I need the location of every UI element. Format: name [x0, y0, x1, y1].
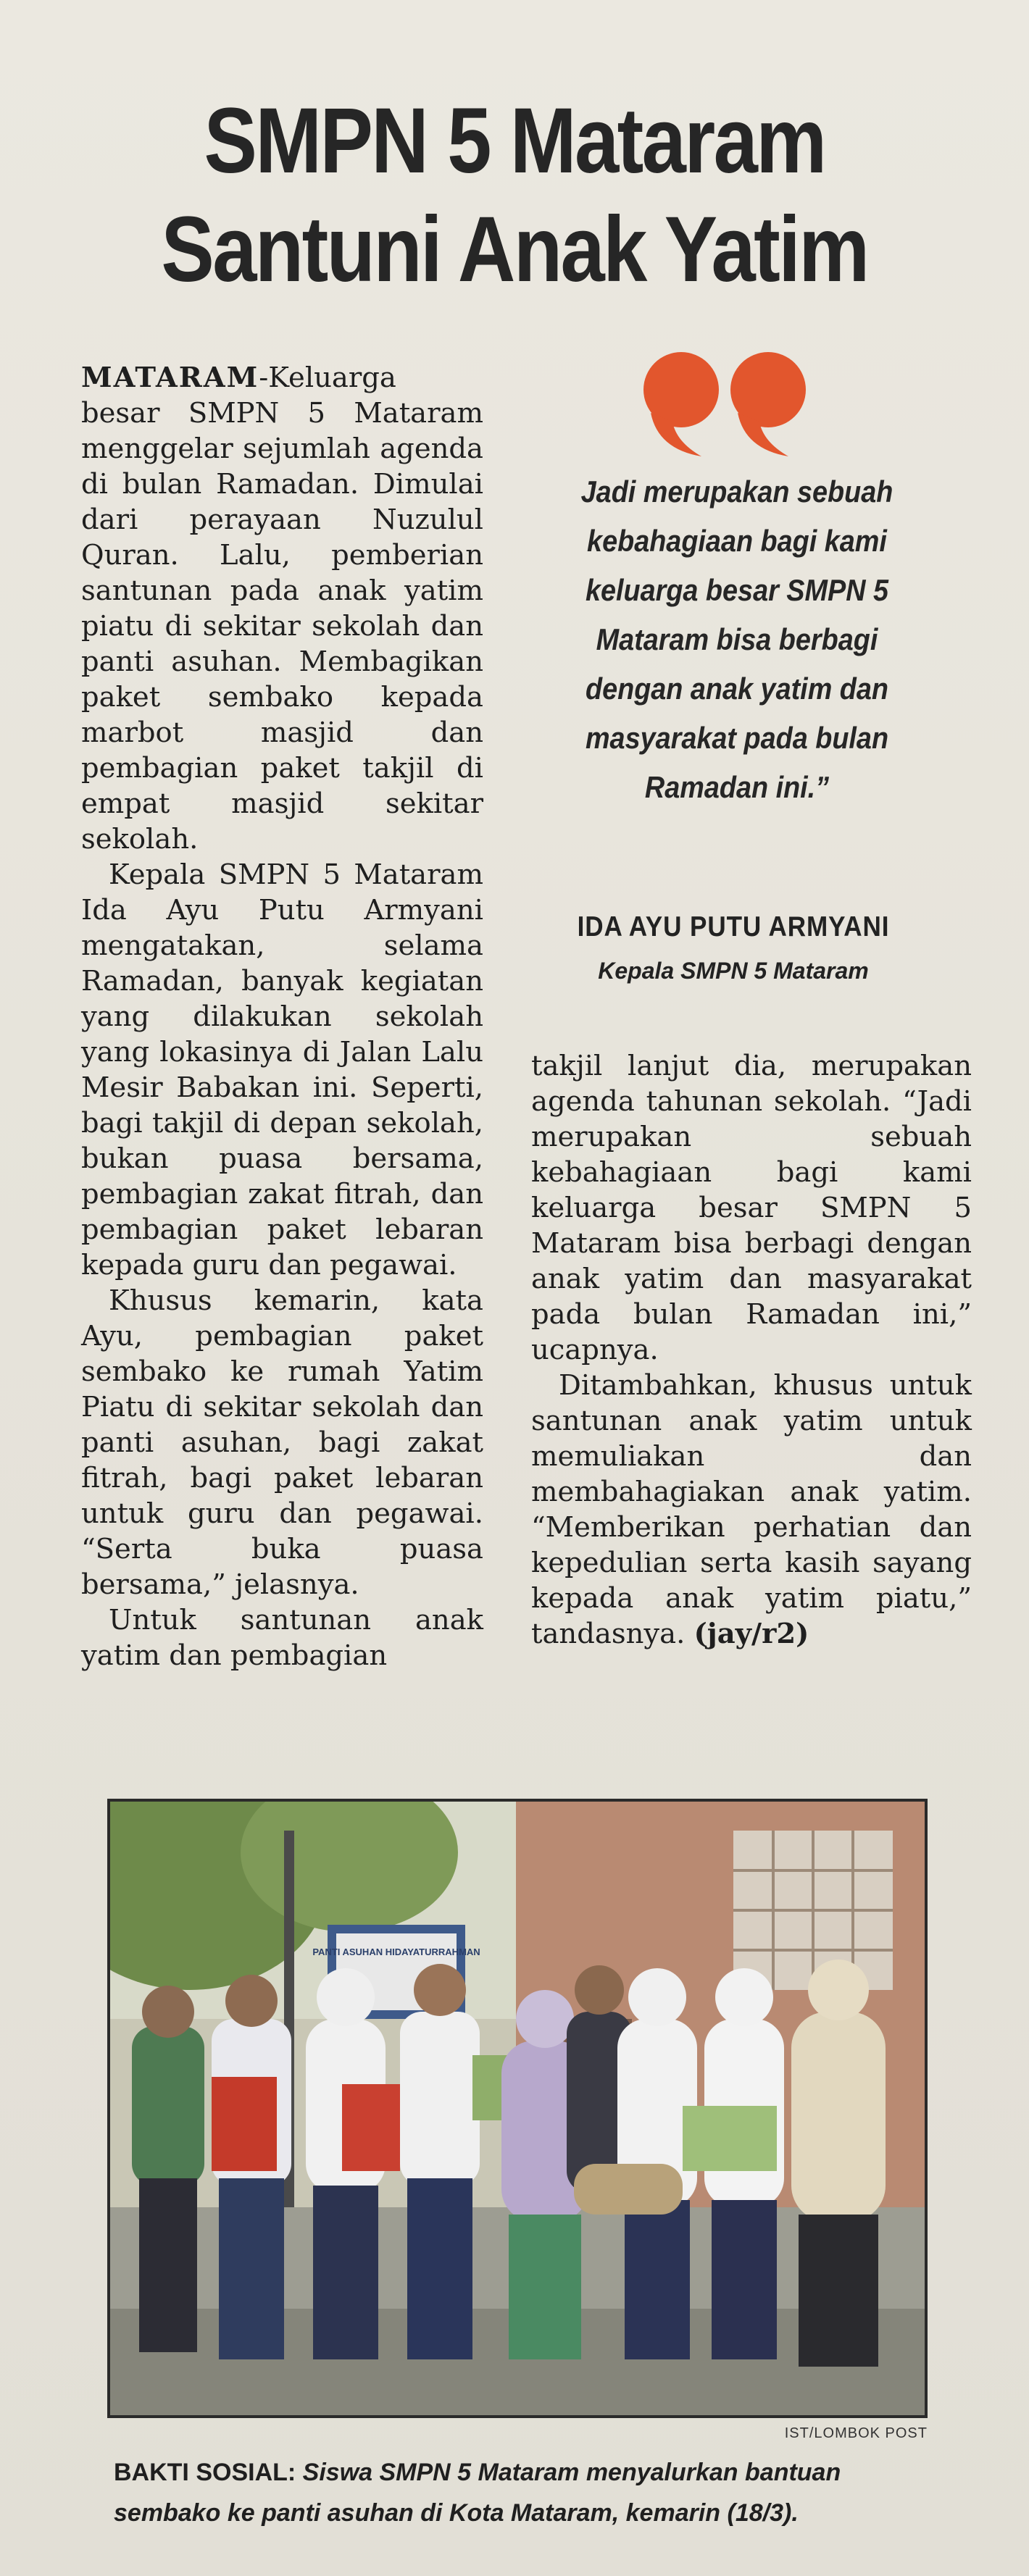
paragraph-6-text: Ditambahkan, khusus untuk santunan anak yatim untuk memuliakan dan membahagiakan anak yatim. “Memberikan perhatian dan kepedulian serta kasih sayang kepada anak yatim piatu,” tandasnya.: [531, 1369, 972, 1650]
caption-line-2: sembako ke panti asuhan di Kota Mataram, kemarin (18/3).: [114, 2499, 799, 2527]
pull-quote-line: kebahagiaan bagi kami: [587, 524, 887, 558]
headline: [109, 87, 920, 304]
paragraph-6: [531, 1368, 972, 1652]
quote-mark-icon: [636, 340, 817, 464]
paragraph-3: Khusus kemarin, kata Ayu, pembagian paket sembako ke rumah Yatim Piatu di sekitar sekolah dan panti asuhan, bagi zakat fitrah, bagi paket lebaran untuk guru dan pegawai. “Serta buka puasa bersama,” jelasnya.: [81, 1284, 483, 1601]
pull-quote-line: Jadi merupakan sebuah: [580, 474, 893, 509]
caption-line-1-text: Siswa SMPN 5 Mataram menyalurkan bantuan: [296, 2459, 841, 2486]
headline-line-2: Santuni Anak Yatim: [161, 198, 868, 301]
pull-quote-line: Ramadan ini.”: [644, 770, 830, 804]
quote-source-title: Kepala SMPN 5 Mataram: [598, 958, 869, 984]
photo-caption: [114, 2452, 933, 2533]
caption-lead: BAKTI SOSIAL:: [114, 2459, 296, 2486]
photo-sign-text: PANTI ASUHAN HIDAYATURRAHMAN: [312, 1946, 480, 1957]
pull-quote-line: keluarga besar SMPN 5: [585, 573, 889, 607]
photo-credit: IST/LOMBOK POST: [784, 2425, 928, 2441]
article-column-1: [81, 360, 483, 1673]
paragraph-1: [81, 360, 483, 857]
pull-quote-line: masyarakat pada bulan: [585, 721, 889, 755]
pull-quote: [545, 467, 930, 812]
caption-line-1: [114, 2452, 933, 2493]
quote-source-name: IDA AYU PUTU ARMYANI: [577, 911, 890, 942]
byline-signature: (jay/r2): [693, 1618, 809, 1650]
paragraph-1-text: -Keluarga besar SMPN 5 Mataram menggelar sejumlah agenda di bulan Ramadan. Dimulai dari perayaan Nuzulul Quran. Lalu, pemberian santunan pada anak yatim piatu di sekitar sekolah dan panti asuhan. Membagikan paket sembako kepada marbot masjid dan pembagian paket takjil di empat masjid sekitar sekolah.: [81, 361, 483, 856]
article-column-2: [531, 1048, 972, 1652]
pull-quote-line: Mataram bisa berbagi: [596, 622, 878, 656]
paragraph-4: Untuk santunan anak yatim dan pembagian: [81, 1604, 483, 1672]
paragraph-2: Kepala SMPN 5 Mataram Ida Ayu Putu Armyani mengatakan, selama Ramadan, banyak kegiatan yang dilakukan sekolah yang lokasinya di Jalan Lalu Mesir Babakan ini. Seperti, bagi takjil di depan sekolah, bukan puasa bersama, pembagian zakat fitrah, dan pembagian paket lebaran kepada guru dan pegawai.: [81, 858, 483, 1281]
dateline: MATARAM: [81, 361, 259, 394]
pull-quote-line: dengan anak yatim dan: [585, 672, 889, 706]
headline-line-1: SMPN 5 Mataram: [204, 89, 825, 193]
photo-illustration: [110, 1802, 925, 2415]
paragraph-5: takjil lanjut dia, merupakan agenda tahunan sekolah. “Jadi merupakan sebuah kebahagiaan bagi kami keluarga besar SMPN 5 Mataram bisa berbagi dengan anak yatim dan masyarakat pada bulan Ramadan ini,” ucapnya.: [531, 1050, 972, 1366]
news-photo: [107, 1799, 928, 2418]
